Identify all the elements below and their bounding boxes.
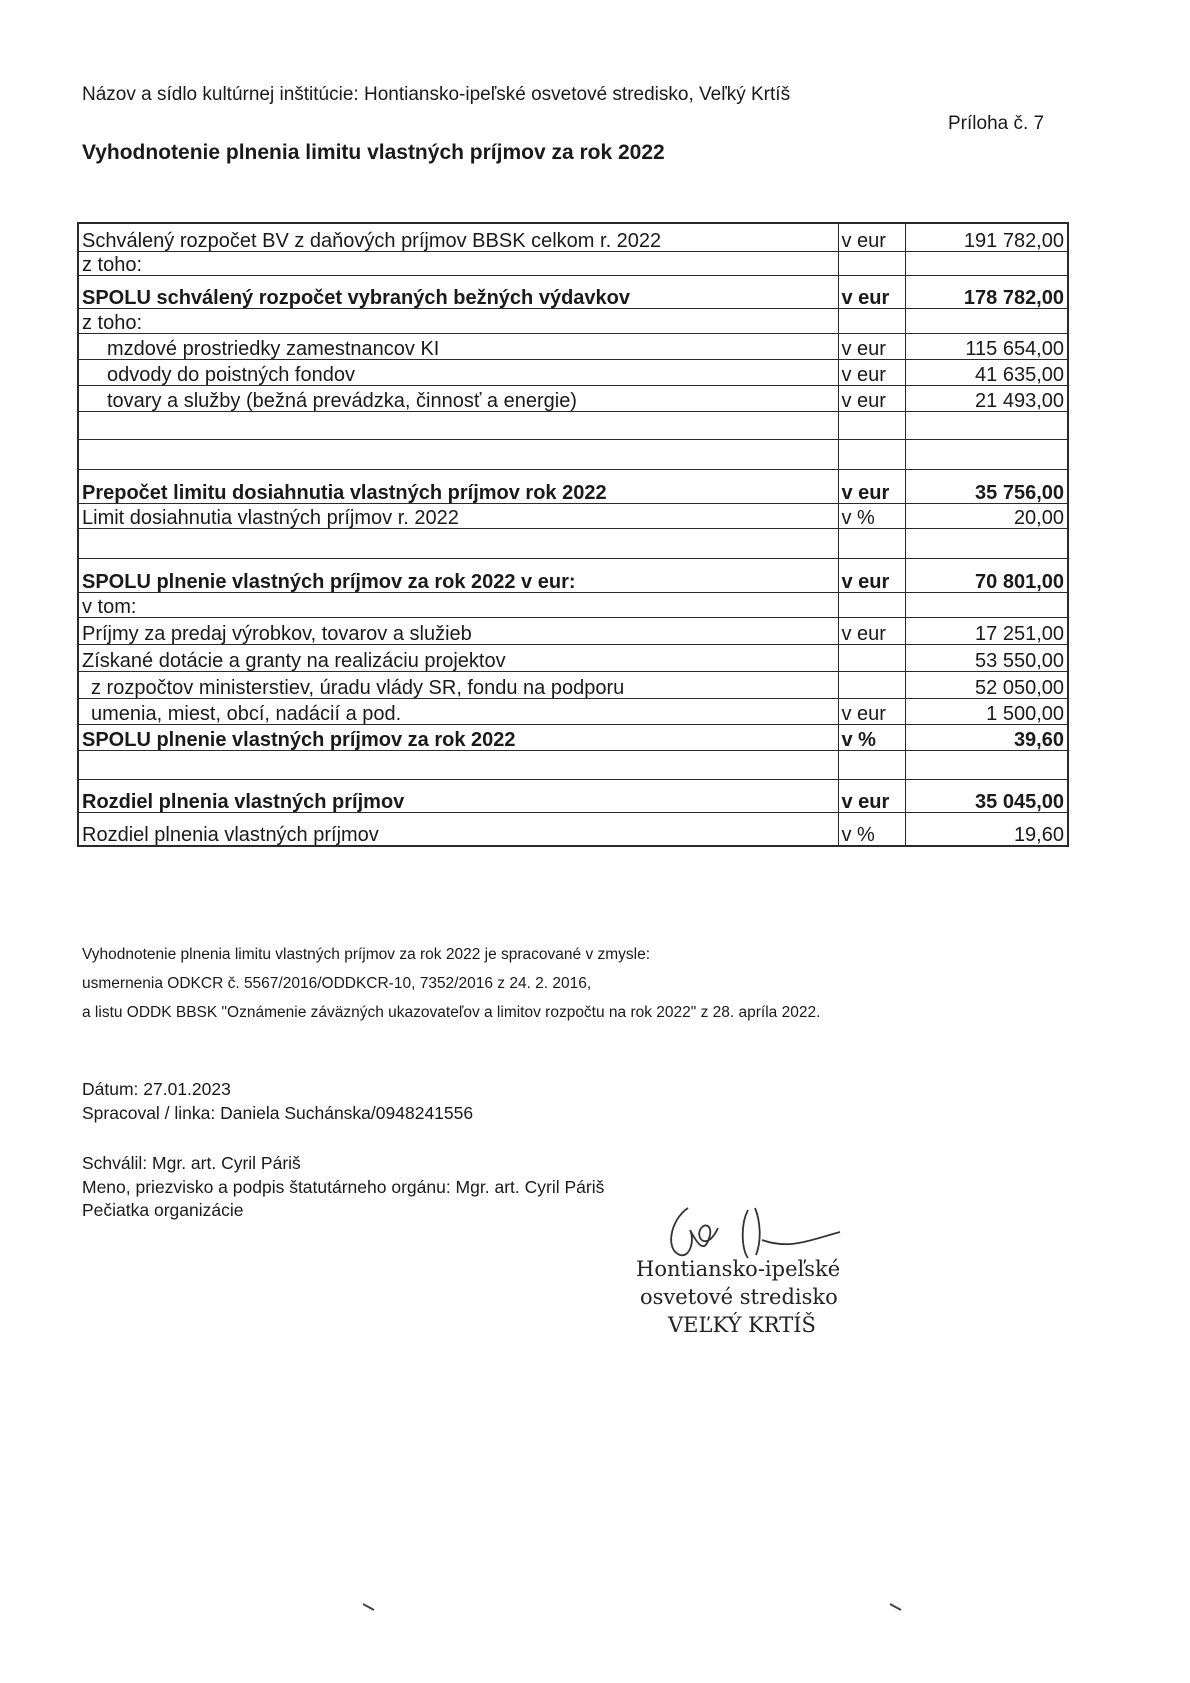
row-value: 19,60 bbox=[905, 812, 1068, 846]
row-unit bbox=[838, 528, 905, 558]
row-unit bbox=[838, 592, 905, 617]
row-unit bbox=[838, 308, 905, 333]
row-unit: v % bbox=[838, 812, 905, 846]
stamp-line-1: Hontiansko-ipeľské bbox=[636, 1257, 841, 1281]
row-value: 178 782,00 bbox=[905, 275, 1068, 308]
table-row bbox=[78, 333, 1068, 359]
row-label: v tom: bbox=[78, 592, 838, 617]
row-value bbox=[905, 308, 1068, 333]
approved-by-line: Schválil: Mgr. art. Cyril Páriš bbox=[82, 1153, 301, 1173]
row-label: Rozdiel plnenia vlastných príjmov bbox=[78, 779, 838, 812]
note-line-1: Vyhodnotenie plnenia limitu vlastných príjmov za rok 2022 je spracované v zmysle: bbox=[82, 946, 651, 963]
row-value bbox=[905, 251, 1068, 275]
row-label bbox=[78, 750, 838, 779]
row-value: 39,60 bbox=[905, 724, 1068, 750]
note-line-2: usmernenia ODKCR č. 5567/2016/ODDKCR-10, 7352/2016 z 24. 2. 2016, bbox=[82, 975, 592, 992]
table-row bbox=[78, 411, 1068, 439]
row-unit bbox=[838, 251, 905, 275]
row-value bbox=[905, 750, 1068, 779]
row-value: 52 050,00 bbox=[905, 671, 1068, 698]
table-row bbox=[78, 528, 1068, 558]
table-row bbox=[78, 308, 1068, 333]
table-row bbox=[78, 469, 1068, 503]
table-row bbox=[78, 779, 1068, 812]
table-row bbox=[78, 644, 1068, 671]
organization-line: Názov a sídlo kultúrnej inštitúcie: Hontiansko-ipeľské osvetové stredisko, Veľký Krtíš bbox=[82, 84, 791, 105]
row-unit: v eur bbox=[838, 333, 905, 359]
row-unit bbox=[838, 671, 905, 698]
prepared-by-line: Spracoval / linka: Daniela Suchánska/0948241556 bbox=[82, 1103, 474, 1123]
row-label: tovary a služby (bežná prevádzka, činnosť a energie) bbox=[78, 385, 838, 411]
table-row bbox=[78, 503, 1068, 528]
table-row bbox=[78, 724, 1068, 750]
row-label: Prepočet limitu dosiahnutia vlastných príjmov rok 2022 bbox=[78, 469, 838, 503]
row-label: z rozpočtov ministerstiev, úradu vlády SR, fondu na podporu bbox=[78, 671, 838, 698]
row-value: 17 251,00 bbox=[905, 617, 1068, 644]
row-label bbox=[78, 411, 838, 439]
row-label: Limit dosiahnutia vlastných príjmov r. 2022 bbox=[78, 503, 838, 528]
row-label: z toho: bbox=[78, 308, 838, 333]
row-unit bbox=[838, 750, 905, 779]
table-row bbox=[78, 750, 1068, 779]
row-value: 115 654,00 bbox=[905, 333, 1068, 359]
row-unit: v eur bbox=[838, 698, 905, 724]
row-label: SPOLU plnenie vlastných príjmov za rok 2022 bbox=[78, 724, 838, 750]
table-row bbox=[78, 592, 1068, 617]
row-value bbox=[905, 528, 1068, 558]
row-unit bbox=[838, 644, 905, 671]
row-unit bbox=[838, 439, 905, 469]
row-value bbox=[905, 439, 1068, 469]
table-row bbox=[78, 698, 1068, 724]
row-unit: v eur bbox=[838, 617, 905, 644]
table-row bbox=[78, 812, 1068, 846]
organization-stamp bbox=[636, 1255, 840, 1339]
document-title: Vyhodnotenie plnenia limitu vlastných príjmov za rok 2022 bbox=[82, 141, 665, 164]
row-value: 20,00 bbox=[905, 503, 1068, 528]
row-label: SPOLU schválený rozpočet vybraných bežných výdavkov bbox=[78, 275, 838, 308]
table-row bbox=[78, 385, 1068, 411]
table-row bbox=[78, 671, 1068, 698]
table-row bbox=[78, 251, 1068, 275]
table-row bbox=[78, 558, 1068, 592]
row-value bbox=[905, 592, 1068, 617]
row-label: z toho: bbox=[78, 251, 838, 275]
row-value: 70 801,00 bbox=[905, 558, 1068, 592]
table-row bbox=[78, 275, 1068, 308]
annex-label: Príloha č. 7 bbox=[948, 113, 1045, 134]
row-unit bbox=[838, 411, 905, 439]
stamp-line-3: VEĽKÝ KRTÍŠ bbox=[668, 1313, 816, 1337]
row-value: 21 493,00 bbox=[905, 385, 1068, 411]
stamp-label: Pečiatka organizácie bbox=[82, 1200, 244, 1220]
row-label: Rozdiel plnenia vlastných príjmov bbox=[78, 812, 838, 846]
table-row bbox=[78, 223, 1068, 251]
row-label bbox=[78, 528, 838, 558]
row-unit: v eur bbox=[838, 385, 905, 411]
row-label: Príjmy za predaj výrobkov, tovarov a služieb bbox=[78, 617, 838, 644]
row-value bbox=[905, 411, 1068, 439]
row-value: 35 045,00 bbox=[905, 779, 1068, 812]
table-row bbox=[78, 439, 1068, 469]
row-value: 191 782,00 bbox=[905, 223, 1068, 251]
row-label: Získané dotácie a granty na realizáciu projektov bbox=[78, 644, 838, 671]
statutory-line: Meno, priezvisko a podpis štatutárneho orgánu: Mgr. art. Cyril Páriš bbox=[82, 1177, 605, 1197]
row-label: Schválený rozpočet BV z daňových príjmov BBSK celkom r. 2022 bbox=[78, 223, 838, 251]
note-line-3: a listu ODDK BBSK "Oznámenie záväzných ukazovateľov a limitov rozpočtu na rok 2022" z 28. apríla 2022. bbox=[82, 1004, 821, 1021]
row-value: 1 500,00 bbox=[905, 698, 1068, 724]
row-value: 35 756,00 bbox=[905, 469, 1068, 503]
row-unit: v eur bbox=[838, 558, 905, 592]
row-unit: v eur bbox=[838, 779, 905, 812]
row-unit: v eur bbox=[838, 469, 905, 503]
date-line: Dátum: 27.01.2023 bbox=[82, 1079, 231, 1099]
row-label: SPOLU plnenie vlastných príjmov za rok 2022 v eur: bbox=[78, 558, 838, 592]
row-unit: v % bbox=[838, 503, 905, 528]
budget-table bbox=[77, 222, 1069, 847]
row-label: mzdové prostriedky zamestnancov KI bbox=[78, 333, 838, 359]
row-value: 41 635,00 bbox=[905, 359, 1068, 385]
row-unit: v eur bbox=[838, 275, 905, 308]
row-value: 53 550,00 bbox=[905, 644, 1068, 671]
stamp-line-2: osvetové stredisko bbox=[640, 1285, 838, 1309]
table-row bbox=[78, 617, 1068, 644]
table-row bbox=[78, 359, 1068, 385]
row-label bbox=[78, 439, 838, 469]
row-unit: v eur bbox=[838, 359, 905, 385]
row-unit: v % bbox=[838, 724, 905, 750]
row-unit: v eur bbox=[838, 223, 905, 251]
row-label: umenia, miest, obcí, nadácií a pod. bbox=[78, 698, 838, 724]
scan-mark-left-icon bbox=[362, 1602, 376, 1612]
scan-mark-right-icon bbox=[889, 1602, 903, 1612]
row-label: odvody do poistných fondov bbox=[78, 359, 838, 385]
